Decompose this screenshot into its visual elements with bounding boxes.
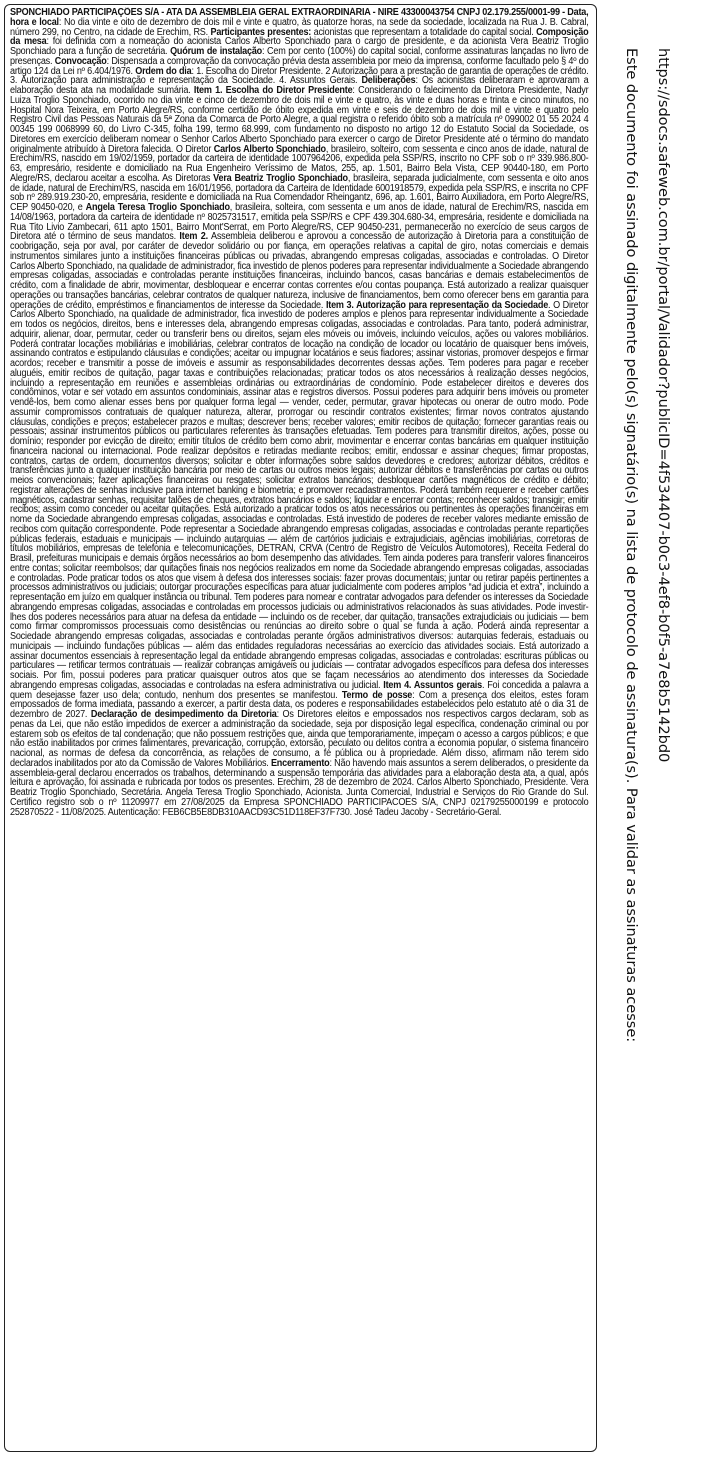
notice-text: : Os Diretores eleitos e empossados nos respectivos cargos declaram, sob as penas da Lei, que não estão impedidos de exercer a administração da sociedade, seja por disposição legal específica, condenação criminal ou por estarem sob os efeitos de tal condenação; que não possuem restrições que, ainda que temporariamente, impeçam o acesso a cargos públicos; e que não estão inabilitados por crimes falimentares, prevaricação, corrupção, extorsão, peculato ou delitos contra a economia popular, o sistema financeiro nacional, as normas de defesa da concorrência, as relações de consumo, a fé pública ou à propriedade. Além disso, afirmam não terem sido declarados inabilitados por ato da Comissão de Valores Mobiliários. bbox=[10, 709, 589, 769]
notice-text: : Os acionistas deliberaram e aprovaram a elaboração desta ata na modalidade sumária. bbox=[10, 75, 589, 96]
notice-heading: Vera Beatriz Troglio Sponchiado bbox=[213, 172, 348, 184]
notice-heading: Participantes presentes: bbox=[210, 26, 312, 38]
notice-heading: Item 1. Escolha do Diretor Presidente bbox=[193, 85, 353, 96]
notice-text: , brasileiro, solteiro, com sessenta e cinco anos de idade, natural de Erechim/RS, nascido em 19/02/1959, portador da carteira de identidade 1007964206, expedida pela SSP/RS, inscrito no CPF sob o nº 339.986.800-63, empresário, residente e domiciliado na Rua Engenheiro Veríssimo de Matos, 255, ap. 1.501, Bairro Bela Vista, CEP 90440-180, em Porto Alegre/RS, declarou aceitar a escolha. As Diretoras bbox=[10, 143, 589, 184]
notice-text: : Dispensada a comprovação da convocação prévia desta assembleia por meio da imprensa, conforme facultado pelo § 4º do artigo 124 da Lei nº 6.404/1976. bbox=[10, 55, 589, 77]
notice-heading: SPONCHIADO PARTICIPAÇÕES S/A - ATA DA ASSEMBLÉIA GERAL EXTRAORDINÁRIA - NIRE 43300043754 CNPJ 02.179.255/0001-99 - Data, hora e local bbox=[10, 7, 589, 28]
notice-heading: Carlos Alberto Sponchiado bbox=[213, 143, 326, 155]
notice-text: : Não havendo mais assuntos a serem deliberados, o presidente da assembleia-geral declarou encerrados os trabalhos, determinando a suspensão temporária das atividades para a elaboração desta ata, a qual, após leitura e aprovação, foi assinada e rubricada por todos os presentes. Erechim, 28 de dezembro de 2024. Carlos Alberto Sponchiado, Presidente. Vera Beatriz Troglio Sponchiado, Secretária. Angela Teresa Troglio Sponchiado, Acionista. Junta Comercial, Industrial e Serviços do Rio Grande do Sul. Certifico registro sob o nº 11209977 em 27/08/2025 da Empresa SPONCHIADO PARTICIPACOES S/A, CNPJ 02179255000199 e protocolo 252870522 - 11/08/2025. Autenticação: FEB6CB5E8DB310AACD93C51D118EF37F730. José Tadeu Jacoby - Secretário-Geral. bbox=[10, 757, 589, 818]
notice-heading: Item 3. Autorização para representação da Sociedade bbox=[325, 299, 549, 311]
notice-text: : 1. Escolha do Diretor Presidente. 2 Autorização para a prestação de garantia de operações de crédito. 3. Autorização para administração e representação da Sociedade. 4. Assuntos Gerais. bbox=[10, 65, 589, 87]
notice-text: acionistas que representam a totalidade do capital social. bbox=[311, 26, 537, 38]
notice-heading: Convocação bbox=[54, 55, 107, 67]
notice-text: . Foi concedida a palavra a quem desejasse fazer uso dela; contudo, nenhum dos presentes se manifestou. bbox=[10, 679, 589, 701]
notice-text: : Com a presença dos eleitos, estes foram empossados de forma imediata, passando a exercer, a partir desta data, os poderes e responsabilidades estabelecidos pelo estatuto até o dia 31 de dezembro de 2027. bbox=[10, 689, 589, 720]
notice-heading: Composição da mesa bbox=[10, 26, 589, 48]
notice-text: Assembleia deliberou e aprovou a concessão de autorização à Diretoria para a constituição de coobrigação, seja por aval, por caráter de devedor solidário ou por fiança, em operações relativas a capital de giro, notas comerciais e demais instrumentos similares junto a instituições financeiras públicas ou privadas, abrangendo empresas coligadas, associadas e controladas. O Diretor Carlos Alberto Sponchiado, na qualidade de administrador, fica investido de plenos poderes para representar individualmente a Sociedade abrangendo empresas coligadas, associadas e controladas perante instituições financeiras, incluindo bancos, casas bancárias e demais estabelecimentos de crédito, com a finalidade de abrir, movimentar, desbloquear e encerrar contas correntes e/ou contas poupança. Está autorizado a realizar quaisquer operações ou transações bancárias, celebrar contratos de qualquer natureza, inclusive de financiamentos, bem como oferecer bens em garantia para operações de crédito, empréstimos e financiamentos de interesse da Sociedade. bbox=[10, 231, 589, 311]
signature-intro-text: Este documento foi assinado digitalmente pelo(s) signatário(s) na lista de protocolo de assinatura(s). Para validar as assinaturas acesse: bbox=[623, 48, 640, 1043]
validation-url-link[interactable]: https://sdocs.safeweb.com.br/portal/Validador?publicID=4f534407-b0c3-4ef8-b0f5-a7e8b5142bd0 bbox=[655, 48, 672, 763]
notice-text: : foi definida com a nomeação do acionista Carlos Alberto Sponchiado para o cargo de presidente, e da acionista Vera Beatriz Troglio Sponchiado para a função de secretária. bbox=[10, 36, 589, 57]
notice-text: : Considerando o falecimento da Diretora Presidente, Nadyr Luiza Troglio Sponchiado, ocorrido no dia vinte e cinco de dezembro de dois mil e vinte e quatro, às vinte e duas horas e trinta e cinco minutos, no Hospital Nora Teixeira, em Porto Alegre/RS, conforme certidão de óbito expedida em vinte e seis de dezembro de dois mil e vinte e quatro pelo Registro Civil das Pessoas Naturais da 5ª Zona da Comarca de Porto Alegre, a qual registra o referido óbito sob a matrícula nº 099002 01 55 2024 4 00345 199 0068999 60, do Livro C-345, folha 199, termo 68.999, com fundamento no disposto no artigo 12 do Estatuto Social da Sociedade, os Diretores em exercício deliberam nomear o Senhor Carlos Alberto Sponchiado para exercer o cargo de Diretor Presidente até o término do mandato originalmente atribuído à Diretora falecida. O Diretor bbox=[10, 85, 589, 155]
notice-text: : Cem por cento (100%) do capital social, conforme assinaturas lançadas no livro de presenças. bbox=[10, 46, 589, 67]
notice-heading: Ordem do dia bbox=[135, 65, 192, 77]
notice-heading: Angela Teresa Troglio Sponchiado bbox=[85, 202, 230, 213]
notice-box bbox=[4, 4, 597, 1452]
notice-heading: Declaração de desimpedimento da Diretoria bbox=[90, 709, 277, 720]
notice-body bbox=[10, 8, 588, 817]
notice-text: , brasileira, solteira, com sessenta e um anos de idade, natural de Erechim/RS, nascida em 14/08/1963, portadora da carteira de identidade nº 8025731517, emitida pela SSP/RS e CPF 439.304.680-34, empresária, residente e domiciliada na Rua Tito Livio Zambecari, 611 apto 1501, Bairro Mont'Serrat, em Porto Alegre/RS, CEP 90450-231, permanecerão no exercício de seus cargos de Diretora até o término de seus mandatos. bbox=[10, 202, 589, 243]
notice-heading: Quórum de instalação bbox=[170, 46, 263, 57]
notice-heading: Item 4. Assuntos gerais bbox=[383, 679, 482, 691]
notice-heading: Termo de posse bbox=[341, 689, 413, 701]
notice-heading: Item 2. bbox=[179, 231, 208, 243]
signature-validation-notice bbox=[618, 48, 688, 1378]
notice-heading: Deliberações bbox=[361, 75, 416, 87]
notice-heading: Encerramento bbox=[270, 757, 330, 769]
notice-text: , brasileira, separada judicialmente, com sessenta e oito anos de idade, natural de Erechim/RS, nascida em 16/01/1956, portadora da Carteira de Identidade 6001918579, expedida pela SSP/RS, e inscrita no CPF sob nº 289.919.230-20, empresária, residente e domiciliada na Rua Comendador Rheingantz, 696, ap. 1.601, Bairro Auxiliadora, em Porto Alegre/RS, CEP 90450-020, e bbox=[10, 172, 589, 213]
notice-text: : No dia vinte e oito de dezembro de dois mil e vinte e quatro, às quatorze horas, na sede da sociedade, localizada na Rua J. B. Cabral, número 299, no Centro, na cidade de Erechim, RS. bbox=[10, 16, 589, 38]
notice-text: . O Diretor Carlos Alberto Sponchiado, na qualidade de administrador, fica investido de poderes amplos e plenos para representar individualmente a Sociedade em todos os negócios, direitos, bens e interesses dela, abrangendo empresas coligadas, associadas e controladas. Para tanto, poderá administrar, adquirir, alienar, doar, permutar, ceder ou transferir bens ou direitos, sejam eles móveis ou imóveis, incluindo veículos, ações ou valores mobiliários. Poderá contratar locações mobiliárias e imobiliárias, celebrar contratos de locação na condição de locador ou locatário de quaisquer bens imóveis, assinando contratos e estipulando cláusulas e condições; aceitar ou impugnar locatários e seus fiadores; assinar vistorias, promover despejos e firmar acordos; receber e transmitir a posse de imóveis e assumir as responsabilidades decorrentes dessas ações. Tem poderes para pagar e receber aluguéis, emitir recibos de quitação, pagar taxas e contribuições relacionadas; praticar todos os atos necessários à realização desses negócios, incluindo a representação em reuniões e assembleias ordinárias ou extraordinárias de condomínio. Pode estabelecer direitos e deveres dos condôminos, votar e ser votado em assuntos condominiais, assinar atas e registros diversos. Possui poderes para adquirir bens imóveis ou prometer vendê-los, bem como alienar esses bens por qualquer forma legal — vender, ceder, permutar, gravar hipotecas ou onerar de outro modo. Pode assumir compromissos contratuais de qualquer natureza, alterar, prorrogar ou rescindir contratos existentes; firmar novos contratos ajustando cláusulas, condições e preços; estabelecer prazos e multas; descrever bens; receber valores; emitir recibos de quitação; fornecer garantias reais ou pessoais; assinar instrumentos públicos ou particulares referentes às transações efetuadas. Tem poderes para transmitir direitos, ações, posse ou domínio; responder por evicção de direito; emitir títulos de crédito bem como abrir, movimentar e encerrar contas bancárias em qualquer instituição financeira nacional ou internacional. Pode realizar depósitos e retiradas mediante recibos; emitir, endossar e assinar cheques; firmar propostas, contratos, cartas de ordem, documentos diversos; solicitar e obter informações sobre saldos devedores e credores; autorizar débitos, créditos e transferências junto a qualquer instituição bancária por meio de cartas ou outros meios legais; autorizar débitos e transferências por cartas ou outros meios convencionais; fazer aplicações financeiras ou resgates; solicitar extratos bancários; desbloquear cartões magnéticos de crédito e débito; registrar alterações de senhas inclusive para internet banking e biometria; e promover recadastramentos. Poderá também requerer e receber cartões magnéticos, cadastrar senhas, requisitar talões de cheques, extratos bancários e saldos; liquidar e encerrar contas; reconhecer saldos; transigir; emitir recibos; assim como conceder ou aceitar quitações. Está autorizado a praticar todos os atos necessários ou pertinentes às operações financeiras em nome da Sociedade abrangendo empresas coligadas, associadas e controladas. Está investido de poderes de receber valores mediante emissão de recibos com quitação correspondente. Pode representar a Sociedade abrangendo empresas coligadas, associadas e controladas perante repartições públicas federais, estaduais e municipais — incluindo autarquias — além de cartórios judiciais e extrajudiciais, agências imobiliárias, corretoras de títulos mobiliários, empresas de telefonia e telecomunicações, DETRAN, CRVA (Centro de Registro de Veículos Automotores), Receita Federal do Brasil, prefeituras municipais e demais órgãos necessários ao bom desempenho das atividades. Tem ainda poderes para transferir valores financeiros entre contas; solicitar reembolsos; dar quitações finais nos negócios realizados em nome da Sociedade abrangendo empresas coligadas, associadas e controladas. Pode praticar todos os atos que visem à defesa dos interesses sociais: fazer provas documentais; juntar ou retirar papéis pertinentes a processos administrativos ou judiciais; outorgar procurações específicas para atuar judicialmente com poderes amplos “ad judicia et extra”, incluindo a representação em juízo em qualquer instância ou tribunal. Tem poderes para nomear e contratar advogados para defender os interesses da Sociedade abrangendo empresas coligadas, associadas e controladas em processos judiciais ou administrativos relacionados às suas atividades. Pode investir-lhes dos poderes necessários para atuar na defesa da entidade — incluindo os de receber, dar quitação, transações extrajudiciais ou judiciais — bem como firmar compromissos processuais como desistências ou renúncias ao direito sobre o qual se funda a ação. Poderá ainda representar a Sociedade abrangendo empresas coligadas, associadas e controladas perante órgãos administrativos diversos: autarquias federais, estaduais ou municipais — incluindo fundações públicas — além das entidades reguladoras necessárias ao exercício das atividades sociais. Está autorizado a assinar documentos essenciais à representação legal da entidade abrangendo empresas coligadas, associadas e controladas: escrituras públicas ou particulares — retificar termos contratuais — realizar cobranças amigáveis ou judiciais — contratar advogados específicos para defesa dos interesses sociais. Por fim, possui poderes para praticar quaisquer outros atos que se façam necessários ao atendimento dos interesses da Sociedade abrangendo empresas coligadas, associadas e controladas na esfera administrativa ou judicial. bbox=[10, 299, 589, 691]
